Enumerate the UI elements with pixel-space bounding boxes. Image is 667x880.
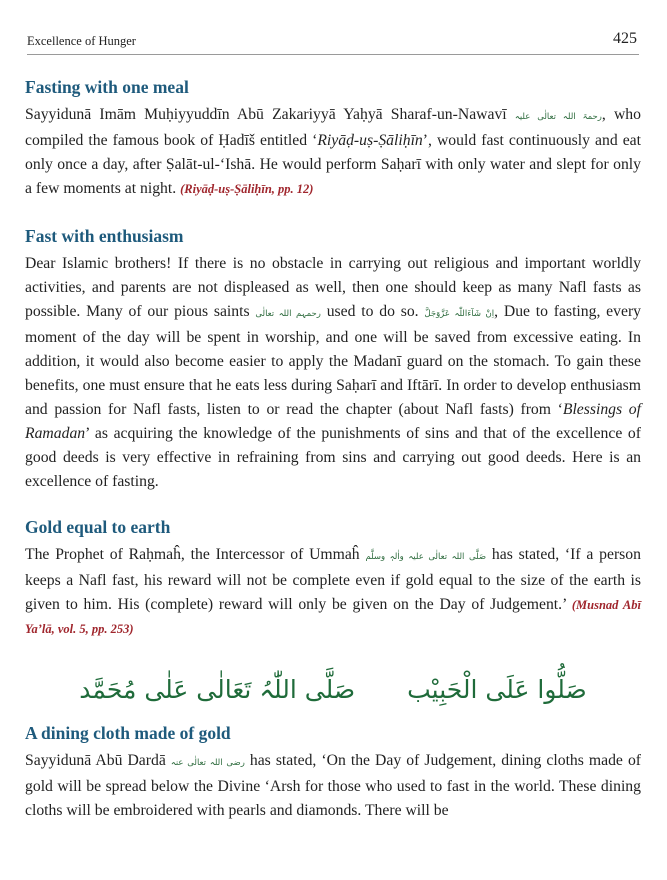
running-title: Excellence of Hunger (27, 34, 136, 48)
citation: (Riyāḍ-uṣ-Ṣāliḥīn, pp. 12) (180, 182, 314, 196)
paragraph-text: Sayyidunā Imām Muḥiyyuddīn Abū Zakariyyā Yaḥyā Sharaf-un-Nawavī (25, 106, 515, 123)
paragraph-text: , Due to fasting, every moment of the day will be spent in worship, and one will be saved from excessive eating. In addition, it would also become easier to apply the Madanī guard on the stomach. To gain these benefits, one must ensure that he eats less during Saḥarī and Iftārī. In order to develop enthusiasm and passion for Nafl fasts, listen to or read the chapter (about Nafl fasts) from ‘ (25, 303, 642, 418)
honorific-calligraphy: رحمۃ اللہ تعالٰی علیہ (514, 112, 602, 122)
book-title: Riyāḍ-uṣ-Ṣāliḥīn (317, 132, 423, 149)
paragraph-text: , who compiled the famous book of Ḥadīš entitled ‘ (25, 106, 641, 149)
section-heading: Fast with enthusiasm (25, 226, 184, 246)
section-dining-cloth-made-of-gold (25, 722, 641, 823)
section-paragraph (25, 103, 641, 201)
section-fast-with-enthusiasm (25, 225, 641, 494)
salawat-right: صَلُّوا عَلَی الْحَبِیْب (407, 675, 587, 704)
inshallah-calligraphy: اِنْ شَآءَاللّٰہ عَزَّوَجَلَّ (424, 309, 495, 319)
page-number: 425 (613, 30, 637, 47)
honorific-calligraphy: رضی اللہ تعالٰی عنہ (170, 758, 245, 768)
paragraph-text: ’ as acquiring the knowledge of the punishments of sins and that of the excellence of good deeds is very effective in refraining from sins and carrying out good deeds. Here is an excellence of fasting. (25, 425, 641, 490)
section-paragraph (25, 749, 641, 823)
section-paragraph (25, 252, 641, 494)
section-gold-equal-to-earth (25, 516, 641, 641)
salawat-left: صَلَّی اللّٰہُ تَعَالٰی عَلٰی مُحَمَّد (79, 675, 356, 704)
paragraph-text: used to do so. (320, 303, 425, 320)
section-heading: Gold equal to earth (25, 517, 171, 537)
section-fasting-with-one-meal (25, 76, 641, 201)
honorific-calligraphy: صَلَّی اللہ تعالٰی علیہ واٰلہٖ وسلَّم (365, 552, 487, 562)
paragraph-text: The Prophet of Raḥmaĥ, the Intercessor of Ummaĥ (25, 546, 366, 563)
paragraph-text: Dear Islamic brothers! If there is no obstacle in carrying out religious and important worldly activities, and parents are not displeased as well, then one should keep as many Nafl fasts as possible. Many of our pious saints (25, 255, 641, 320)
honorific-calligraphy: رحمہم اللہ تعالٰی (255, 309, 321, 319)
book-title: Blessings of Ramadan (25, 401, 641, 442)
section-heading: A dining cloth made of gold (25, 723, 231, 743)
citation: (Musnad Abī Ya’lā, vol. 5, pp. 253) (25, 598, 641, 636)
section-paragraph (25, 543, 641, 641)
paragraph-text: ’, would fast continuously and eat only once a day, after Ṣalāt-ul-‘Ishā. He would perform Saḥarī with only water and slept for only a few moments at night. (25, 132, 641, 197)
paragraph-text: Sayyidunā Abū Dardā (25, 752, 171, 769)
paragraph-text: has stated, ‘On the Day of Judgement, dining cloths made of gold will be spread below the Divine ‘Arsh for those who used to fast in the world. These dining cloths will be embroidered with pearls and diamonds. There will be (25, 752, 642, 819)
salawat-calligraphy (25, 675, 641, 704)
section-heading: Fasting with one meal (25, 77, 189, 97)
paragraph-text: has stated, ‘If a person keeps a Nafl fast, his reward will not be complete even if gold equal to the size of the earth is given to him. His (complete) reward will only be given on the Day of Judgement.’ (25, 546, 641, 613)
page-body (25, 76, 641, 823)
page-header (27, 30, 639, 55)
